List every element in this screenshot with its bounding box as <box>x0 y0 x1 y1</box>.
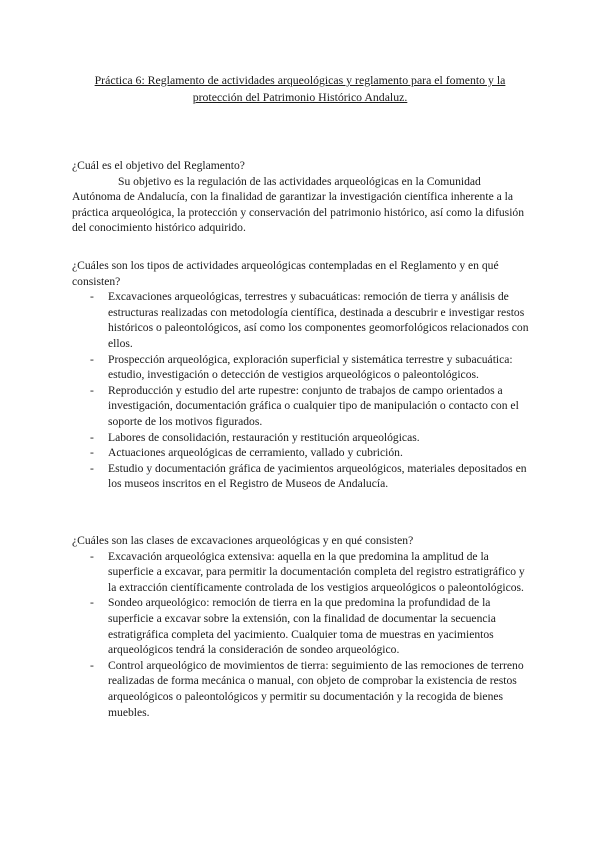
list-item: - Labores de consolidación, restauración y restitución arqueológicas. <box>72 430 530 446</box>
list-item: - Reproducción y estudio del arte rupestre: conjunto de trabajos de campo orientados a investigación, documentación gráfica o cualquier tipo de manipulación o contacto con el soporte de los motivos figurados. <box>72 383 530 430</box>
section-activity-types <box>72 258 530 492</box>
bullet-list <box>72 289 530 492</box>
list-item: - Sondeo arqueológico: remoción de tierra en la que predomina la profundidad de la superficie a excavar sobre la extensión, con la finalidad de documentar la secuencia estratigráfica completa del yacimiento. Cualquier toma de muestras en yacimientos arqueológicos tendrá la consideración de sondeo arqueológico. <box>72 595 530 657</box>
list-item: - Control arqueológico de movimientos de tierra: seguimiento de las remociones de terreno realizadas de forma mecánica o manual, con objeto de comprobar la existencia de restos arqueológicos o paleontológicos y permitir su documentación y la recogida de bienes muebles. <box>72 658 530 720</box>
document-title: Práctica 6: Reglamento de actividades arqueológicas y reglamento para el fomento y la protección del Patrimonio Histórico Andaluz. <box>94 73 506 104</box>
list-item: - Excavación arqueológica extensiva: aquella en la que predomina la amplitud de la superficie a excavar, para permitir la documentación completa del registro estratigráfico y la extracción científicamente controlada de los vestigios arqueológicos o paleontológicos. <box>72 549 530 596</box>
section-excavation-classes <box>72 533 530 720</box>
list-item: - Prospección arqueológica, exploración superficial y sistemática terrestre y subacuática: estudio, investigación o detección de vestigios arqueológicos o paleontológicos. <box>72 352 530 383</box>
section-objective <box>72 158 530 236</box>
section-question: ¿Cuáles son los tipos de actividades arqueológicas contempladas en el Reglamento y en qué consisten? <box>72 259 499 288</box>
bullet-list <box>72 549 530 721</box>
section-paragraph: Su objetivo es la regulación de las actividades arqueológicas en la Comunidad Autónoma de Andalucía, con la finalidad de garantizar la investigación científica inherente a la práctica arqueológica, la protección y conservación del patrimonio histórico, así como la difusión del conocimiento histórico adquirido. <box>72 174 525 235</box>
list-item: - Estudio y documentación gráfica de yacimientos arqueológicos, materiales depositados en los museos inscritos en el Registro de Museos de Andalucía. <box>72 461 530 492</box>
list-item: - Actuaciones arqueológicas de cerramiento, vallado y cubrición. <box>72 445 530 461</box>
section-question: ¿Cuáles son las clases de excavaciones arqueológicas y en qué consisten? <box>72 534 414 547</box>
section-question: ¿Cuál es el objetivo del Reglamento? <box>72 159 245 172</box>
list-item: - Excavaciones arqueológicas, terrestres y subacuáticas: remoción de tierra y análisis de estructuras realizadas con metodología científica, destinada a descubrir e investigar restos históricos o paleontológicos, así como los componentes geomorfológicos relacionados con ellos. <box>72 289 530 351</box>
